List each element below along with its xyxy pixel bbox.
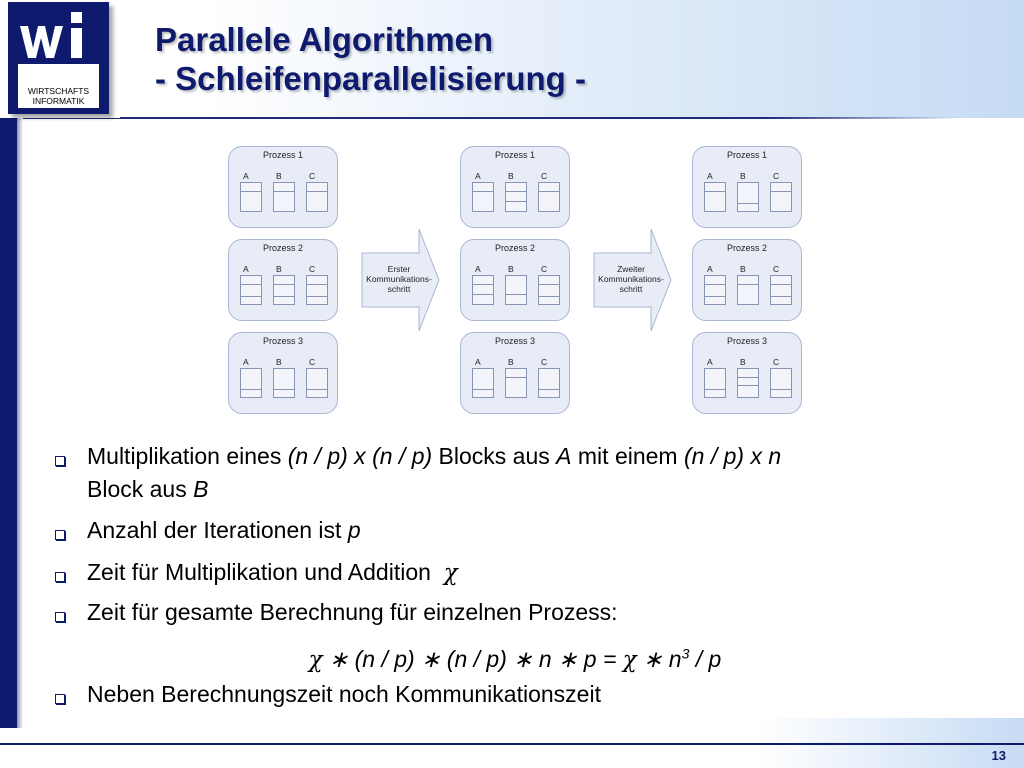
matrix-column-label: C — [309, 264, 316, 274]
op-symbol: ∗ — [643, 645, 663, 672]
matrix-block — [538, 182, 560, 212]
matrix-column-label: A — [475, 171, 481, 181]
matrix-block — [472, 275, 494, 305]
communication-diagram — [225, 142, 810, 420]
matrix-column-label: B — [508, 171, 514, 181]
matrix-column-label: C — [773, 357, 780, 367]
text-run: Blocks aus — [432, 443, 557, 469]
op-symbol: ∗ — [328, 645, 349, 672]
matrix-block — [240, 182, 262, 212]
matrix-column-label: C — [773, 264, 780, 274]
block-divider — [307, 191, 327, 192]
block-divider — [771, 284, 791, 285]
logo-text-line1: WIRTSCHAFTS — [27, 86, 90, 96]
formula-run: n — [532, 645, 559, 672]
block-divider — [241, 389, 261, 390]
matrix-block — [770, 182, 792, 212]
block-divider — [241, 284, 261, 285]
page-number: 13 — [991, 748, 1006, 763]
bullet-square-icon — [55, 572, 65, 582]
matrix-block — [273, 182, 295, 212]
arrow-label-line: Erster — [387, 264, 411, 274]
block-divider — [705, 296, 725, 297]
text-run: Zeit für Multiplikation und Addition — [87, 559, 431, 585]
matrix-block — [704, 275, 726, 305]
process-label: Prozess 1 — [726, 150, 768, 160]
block-divider — [771, 191, 791, 192]
formula-run: n — [662, 645, 682, 672]
matrix-block — [472, 182, 494, 212]
process-box — [460, 239, 570, 321]
block-divider — [705, 191, 725, 192]
matrix-column-label: C — [309, 357, 316, 367]
matrix-block — [538, 275, 560, 305]
logo — [0, 0, 120, 118]
bullet-text — [87, 440, 781, 473]
matrix-column-label: B — [740, 264, 746, 274]
block-divider — [506, 377, 526, 378]
arrow-label-line: Zweiter — [617, 264, 645, 274]
text-run: Block aus — [87, 476, 194, 502]
matrix-block — [273, 368, 295, 398]
matrix-column-label: B — [276, 171, 282, 181]
matrix-block — [505, 368, 527, 398]
block-divider — [307, 284, 327, 285]
block-divider — [539, 191, 559, 192]
process-box — [460, 146, 570, 228]
matrix-block — [770, 275, 792, 305]
text-run-italic: (n / p) x n — [683, 443, 782, 469]
arrow-label-line: Kommunikations- — [598, 274, 664, 284]
matrix-column-label: B — [740, 171, 746, 181]
matrix-block — [306, 275, 328, 305]
block-divider — [241, 296, 261, 297]
block-divider — [539, 284, 559, 285]
process-box — [228, 332, 338, 414]
formula-exponent: 3 — [681, 645, 690, 661]
communication-step-arrow — [593, 228, 673, 332]
matrix-block — [737, 275, 759, 305]
matrix-block — [505, 275, 527, 305]
process-box — [692, 146, 802, 228]
matrix-block — [737, 368, 759, 398]
process-label: Prozess 1 — [262, 150, 304, 160]
header-divider — [0, 117, 960, 119]
bullet-text: Neben Berechnungszeit noch Kommunikationszeit — [87, 681, 601, 707]
text-run-italic: A — [556, 443, 572, 469]
matrix-column-label: A — [475, 264, 481, 274]
text-run: Multiplikation eines — [87, 443, 288, 469]
logo-square — [8, 2, 109, 114]
process-label: Prozess 2 — [726, 243, 768, 253]
slide-title-line1: Parallele Algorithmen — [155, 21, 494, 58]
block-divider — [771, 389, 791, 390]
wi-logo-icon — [16, 8, 101, 62]
formula — [55, 637, 975, 677]
matrix-column-label: A — [707, 171, 713, 181]
arrow-label-line: schritt — [387, 284, 411, 294]
matrix-block — [704, 182, 726, 212]
arrow-label — [593, 264, 669, 294]
text-run: Anzahl der Iterationen ist — [87, 517, 348, 543]
text-run: mit einem — [571, 443, 684, 469]
bullet-square-icon — [55, 530, 65, 540]
matrix-column-label: C — [773, 171, 780, 181]
matrix-block — [240, 368, 262, 398]
process-box — [228, 146, 338, 228]
bullet-text — [87, 556, 458, 590]
block-divider — [506, 191, 526, 192]
block-divider — [705, 389, 725, 390]
matrix-block — [505, 182, 527, 212]
matrix-column-label: B — [276, 357, 282, 367]
text-run-italic: (n / p) x (n / p) — [287, 443, 433, 469]
block-divider — [473, 389, 493, 390]
process-label: Prozess 3 — [726, 336, 768, 346]
matrix-block — [472, 368, 494, 398]
matrix-column-label: B — [508, 264, 514, 274]
process-label: Prozess 1 — [494, 150, 536, 160]
block-divider — [539, 389, 559, 390]
bullet-text — [87, 514, 361, 547]
communication-step-arrow — [361, 228, 441, 332]
left-accent-bar — [0, 118, 17, 728]
block-divider — [473, 294, 493, 295]
text-run-italic: p — [347, 517, 361, 543]
matrix-block — [737, 182, 759, 212]
text-run-italic: B — [193, 476, 209, 502]
block-divider — [274, 284, 294, 285]
logo-label-box — [18, 64, 99, 108]
block-divider — [738, 377, 758, 378]
block-divider — [771, 296, 791, 297]
arrow-label — [361, 264, 437, 294]
block-divider — [506, 294, 526, 295]
block-divider — [274, 389, 294, 390]
matrix-column-label: A — [707, 264, 713, 274]
matrix-column-label: A — [243, 264, 249, 274]
formula-run: (n / p) — [348, 645, 422, 672]
logo-text — [18, 86, 99, 106]
block-divider — [307, 296, 327, 297]
block-divider — [307, 389, 327, 390]
block-divider — [705, 284, 725, 285]
block-divider — [274, 191, 294, 192]
bullet-text: Zeit für gesamte Berechnung für einzelnen Prozess: — [87, 599, 618, 625]
matrix-block — [240, 275, 262, 305]
matrix-column-label: C — [541, 357, 548, 367]
matrix-column-label: A — [707, 357, 713, 367]
matrix-block — [273, 275, 295, 305]
chi-symbol: χ — [308, 646, 323, 673]
matrix-column-label: A — [475, 357, 481, 367]
block-divider — [473, 284, 493, 285]
logo-text-line2: INFORMATIK — [32, 96, 85, 106]
chi-symbol: χ — [622, 646, 637, 673]
matrix-block — [770, 368, 792, 398]
bullet-square-icon — [55, 694, 65, 704]
slide-title-line2: - Schleifenparallelisierung - — [155, 60, 586, 97]
matrix-column-label: B — [740, 357, 746, 367]
matrix-column-label: C — [541, 171, 548, 181]
block-divider — [738, 203, 758, 204]
arrow-label-line: Kommunikations- — [366, 274, 432, 284]
process-box — [692, 239, 802, 321]
block-divider — [738, 385, 758, 386]
block-divider — [506, 201, 526, 202]
matrix-block — [704, 368, 726, 398]
process-box — [228, 239, 338, 321]
bullet-text-line2 — [87, 473, 208, 506]
formula-run: (n / p) — [440, 645, 514, 672]
chi-symbol: χ — [443, 560, 458, 586]
formula-run: / p — [689, 645, 722, 672]
process-label: Prozess 3 — [494, 336, 536, 346]
op-symbol: ∗ — [421, 645, 441, 672]
process-box — [692, 332, 802, 414]
matrix-block — [306, 182, 328, 212]
matrix-block — [306, 368, 328, 398]
block-divider — [539, 296, 559, 297]
footer-divider — [0, 743, 1024, 745]
block-divider — [473, 191, 493, 192]
matrix-column-label: A — [243, 171, 249, 181]
matrix-column-label: C — [309, 171, 316, 181]
process-label: Prozess 2 — [494, 243, 536, 253]
formula-run: p = — [577, 645, 623, 672]
process-label: Prozess 3 — [262, 336, 304, 346]
bullet-square-icon — [55, 612, 65, 622]
op-symbol: ∗ — [558, 645, 578, 672]
block-divider — [738, 284, 758, 285]
matrix-column-label: C — [541, 264, 548, 274]
slide-title — [155, 20, 586, 98]
block-divider — [241, 191, 261, 192]
matrix-column-label: B — [508, 357, 514, 367]
op-symbol: ∗ — [513, 645, 533, 672]
arrow-label-line: schritt — [619, 284, 643, 294]
matrix-block — [538, 368, 560, 398]
matrix-column-label: B — [276, 264, 282, 274]
left-accent-shadow — [17, 118, 23, 728]
bullet-square-icon — [55, 456, 65, 466]
process-label: Prozess 2 — [262, 243, 304, 253]
process-box — [460, 332, 570, 414]
block-divider — [274, 296, 294, 297]
matrix-column-label: A — [243, 357, 249, 367]
